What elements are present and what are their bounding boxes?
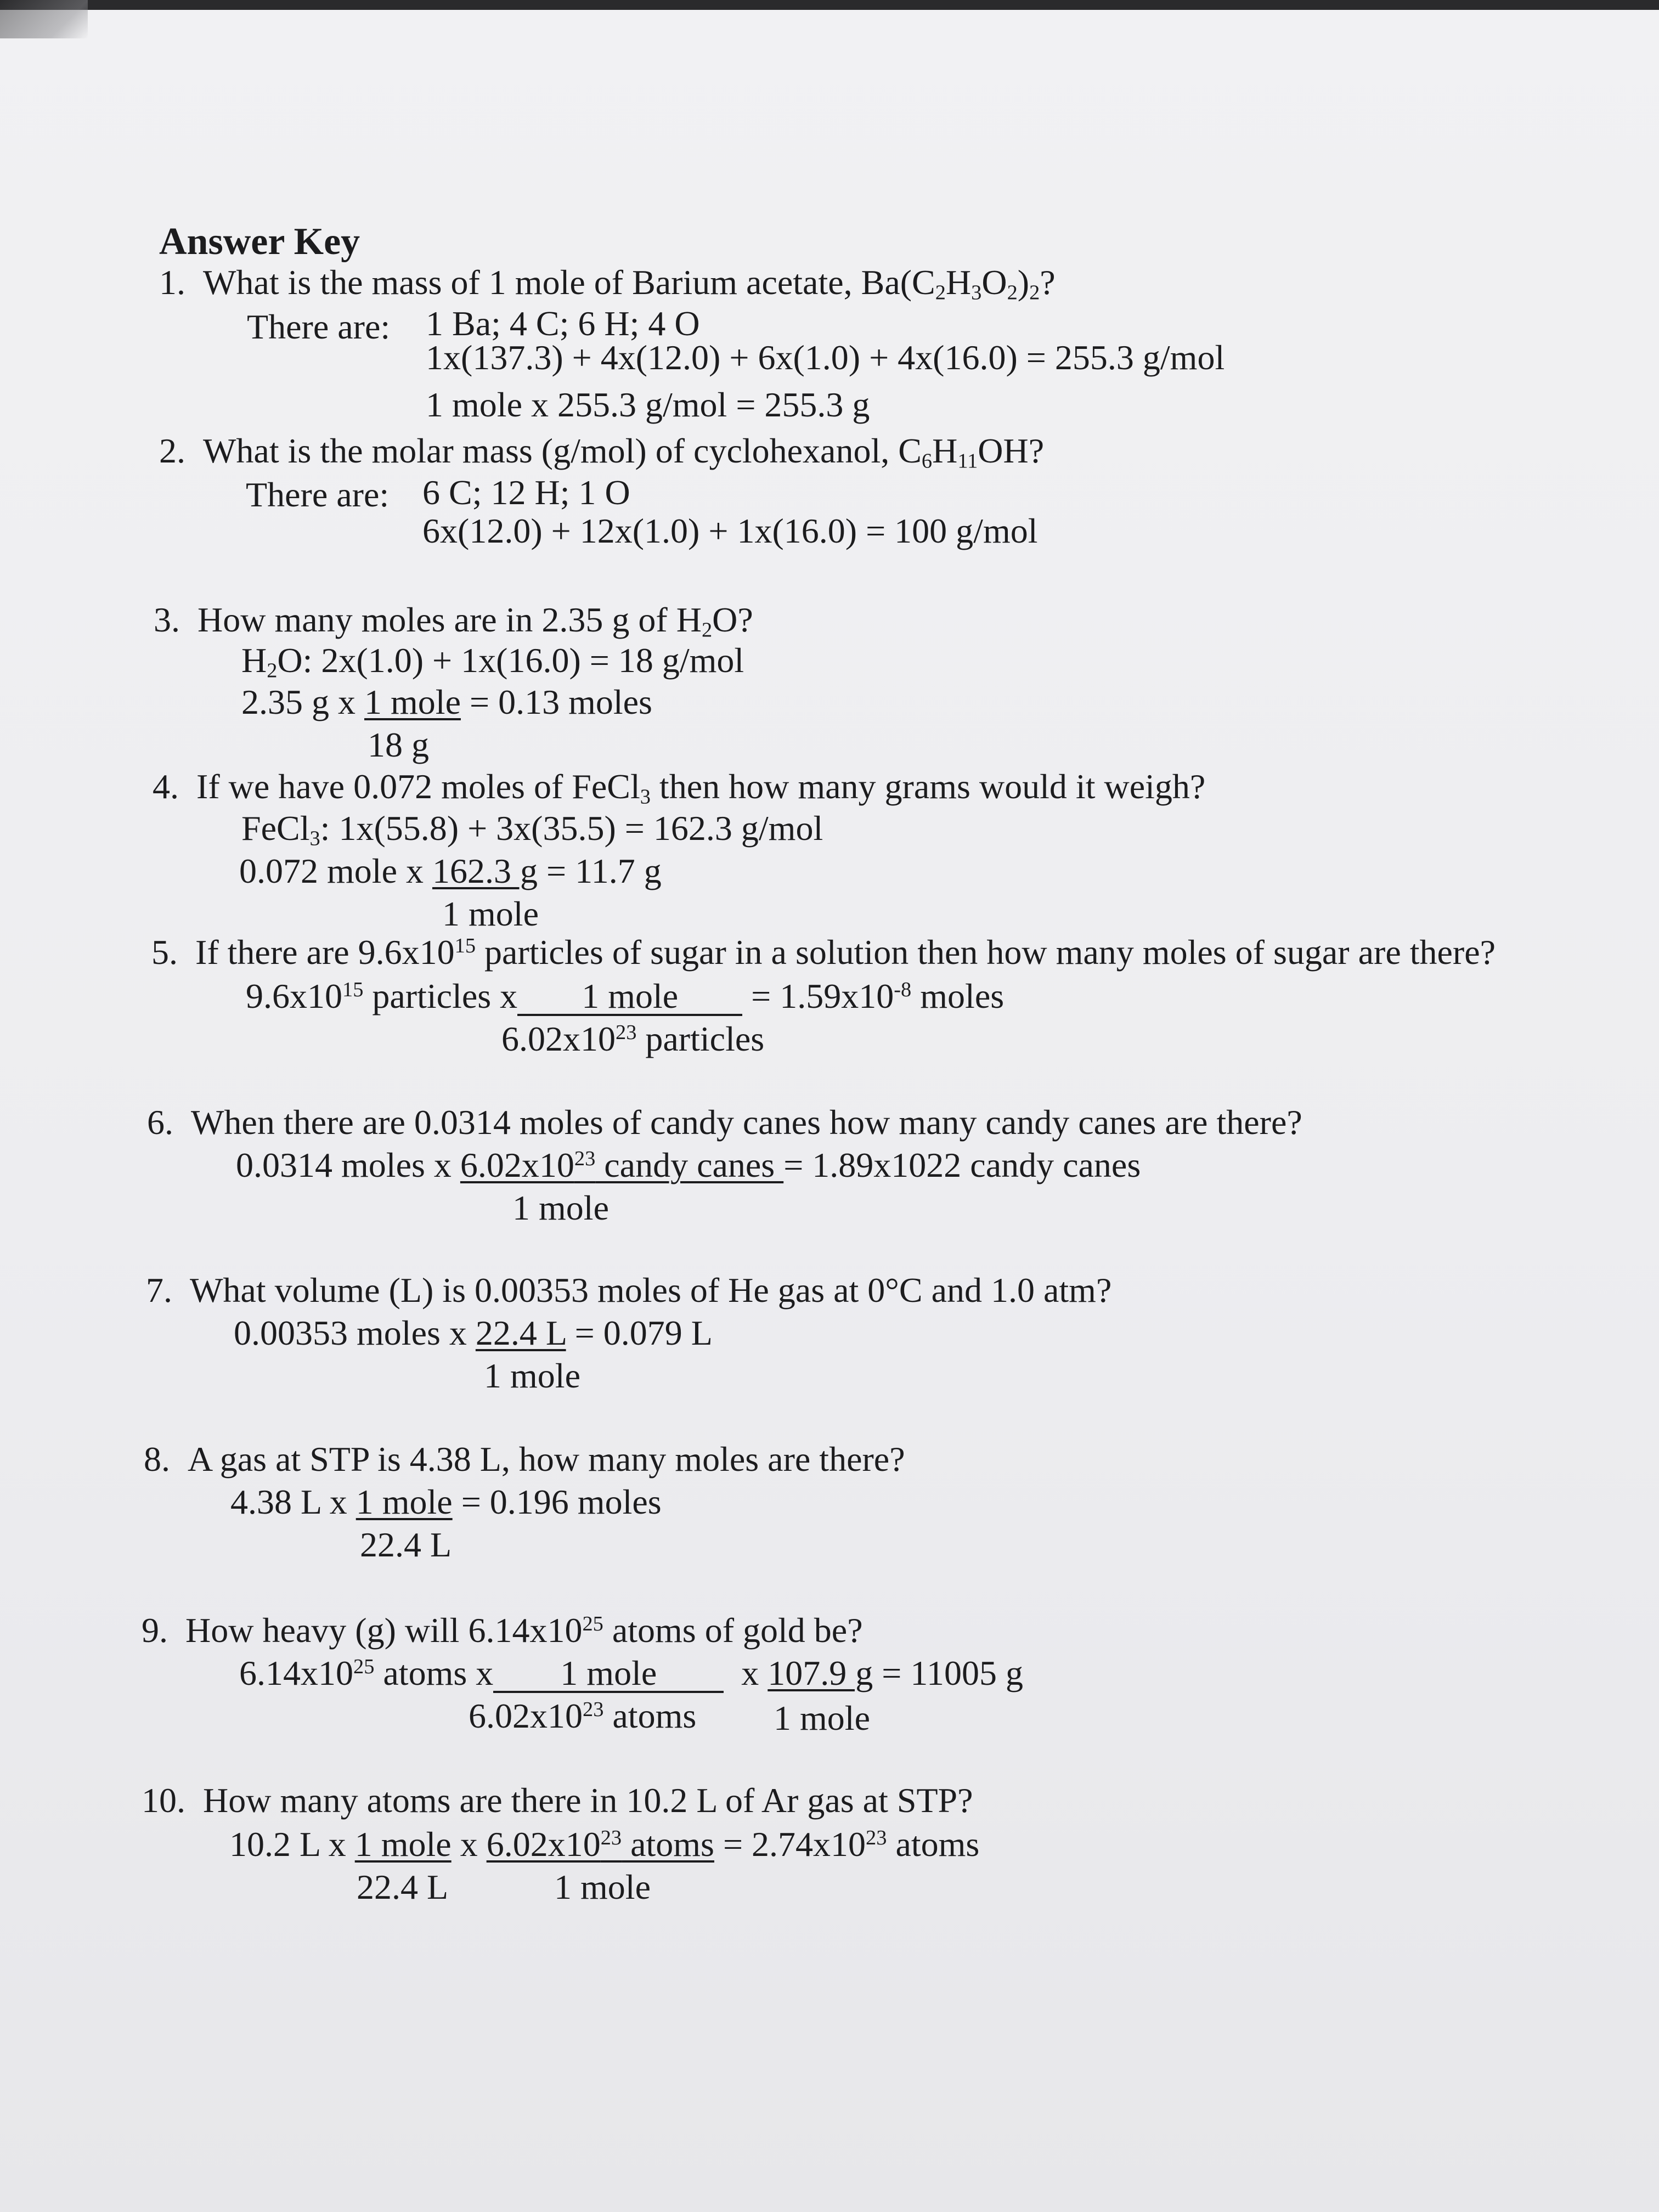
question-1: 1. What is the mass of 1 mole of Barium acetate, $Ba(C_2H_3O_2)_2$?: [159, 263, 1056, 304]
q1-mass-sum: 1x(137.3) + 4x(12.0) + 6x(1.0) + 4x(16.0) = 255.3 g/mol: [426, 338, 1225, 377]
q10-calculation: 10.2 L x 1 mole x $6.02x10^{23}$ atoms = $2.74x10^{23}$ atoms: [229, 1825, 980, 1864]
q5-calculation: $9.6x10^{15}$ particles x 1 mole = $1.59x10^{-8}$ moles: [246, 977, 1005, 1015]
q8-denominator: 22.4 L: [360, 1525, 452, 1564]
q2-atom-counts: 6 C; 12 H; 1 O: [422, 473, 630, 512]
q4-calculation: 0.072 mole x 162.3 g = 11.7 g: [239, 851, 662, 890]
page-title: Answer Key: [159, 221, 360, 263]
question-9: 9. How heavy (g) will $6.14x10^{25}$ atoms of gold be?: [142, 1611, 863, 1650]
q5-denominator: $6.02x10^{23}$ particles: [501, 1019, 765, 1058]
q10-denominator-1: 22.4 L: [357, 1867, 449, 1906]
q7-denominator: 1 mole: [484, 1356, 580, 1395]
q9-numerator-1: 1 mole: [493, 1656, 724, 1693]
question-2: 2. What is the molar mass (g/mol) of cyclohexanol, $C_6H_{11}OH$?: [159, 431, 1045, 473]
q9-denominator-1: $6.02x10^{23}$ atoms: [469, 1696, 697, 1735]
question-7: 7. What volume (L) is 0.00353 moles of He gas at 0°C and 1.0 atm?: [146, 1271, 1112, 1310]
q10-denominator-2: 1 mole: [554, 1867, 651, 1906]
q9-calculation: $6.14x10^{25}$ atoms x 1 mole x 107.9 g = 11005 g: [239, 1654, 1023, 1692]
q2-mass-sum: 6x(12.0) + 12x(1.0) + 1x(16.0) = 100 g/mol: [422, 511, 1038, 550]
q9-denominator-2: 1 mole: [774, 1699, 870, 1737]
q3-denominator: 18 g: [368, 725, 429, 764]
q1-there-are-label: There are:: [247, 307, 391, 346]
question-8: 8. A gas at STP is 4.38 L, how many moles are there?: [144, 1440, 905, 1479]
photo-corner-shadow: [0, 0, 88, 38]
q7-calculation: 0.00353 moles x 22.4 L = 0.079 L: [234, 1313, 713, 1352]
q4-molar-mass: FeCl$_3$: 1x(55.8) + 3x(35.5) = 162.3 g/mol: [241, 809, 823, 850]
q2-there-are-label: There are:: [246, 475, 390, 514]
q6-calculation: 0.0314 moles x $6.02x10^{23}$ candy canes = 1.89x1022 candy canes: [236, 1146, 1141, 1184]
q1-result: 1 mole x 255.3 g/mol = 255.3 g: [426, 385, 870, 424]
question-10: 10. How many atoms are there in 10.2 L of Ar gas at STP?: [142, 1781, 973, 1820]
q8-calculation: 4.38 L x 1 mole = 0.196 moles: [230, 1482, 662, 1521]
q3-calculation: 2.35 g x 1 mole = 0.13 moles: [241, 682, 652, 721]
question-4: 4. If we have 0.072 moles of FeCl$_3$ then how many grams would it weigh?: [153, 767, 1206, 809]
question-6: 6. When there are 0.0314 moles of candy canes how many candy canes are there?: [147, 1103, 1302, 1142]
q1-atom-counts: 1 Ba; 4 C; 6 H; 4 O: [426, 304, 700, 343]
question-5: 5. If there are $9.6x10^{15}$ particles of sugar in a solution then how many moles of sugar are there?: [151, 933, 1496, 972]
q5-numerator: 1 mole: [517, 979, 742, 1016]
q4-denominator: 1 mole: [442, 894, 539, 933]
question-3: 3. How many moles are in 2.35 g of $H_2O$?: [154, 600, 753, 642]
photo-top-edge: [0, 0, 1659, 10]
q6-denominator: 1 mole: [512, 1188, 609, 1227]
q3-molar-mass: $H_2O$: 2x(1.0) + 1x(16.0) = 18 g/mol: [241, 641, 744, 682]
